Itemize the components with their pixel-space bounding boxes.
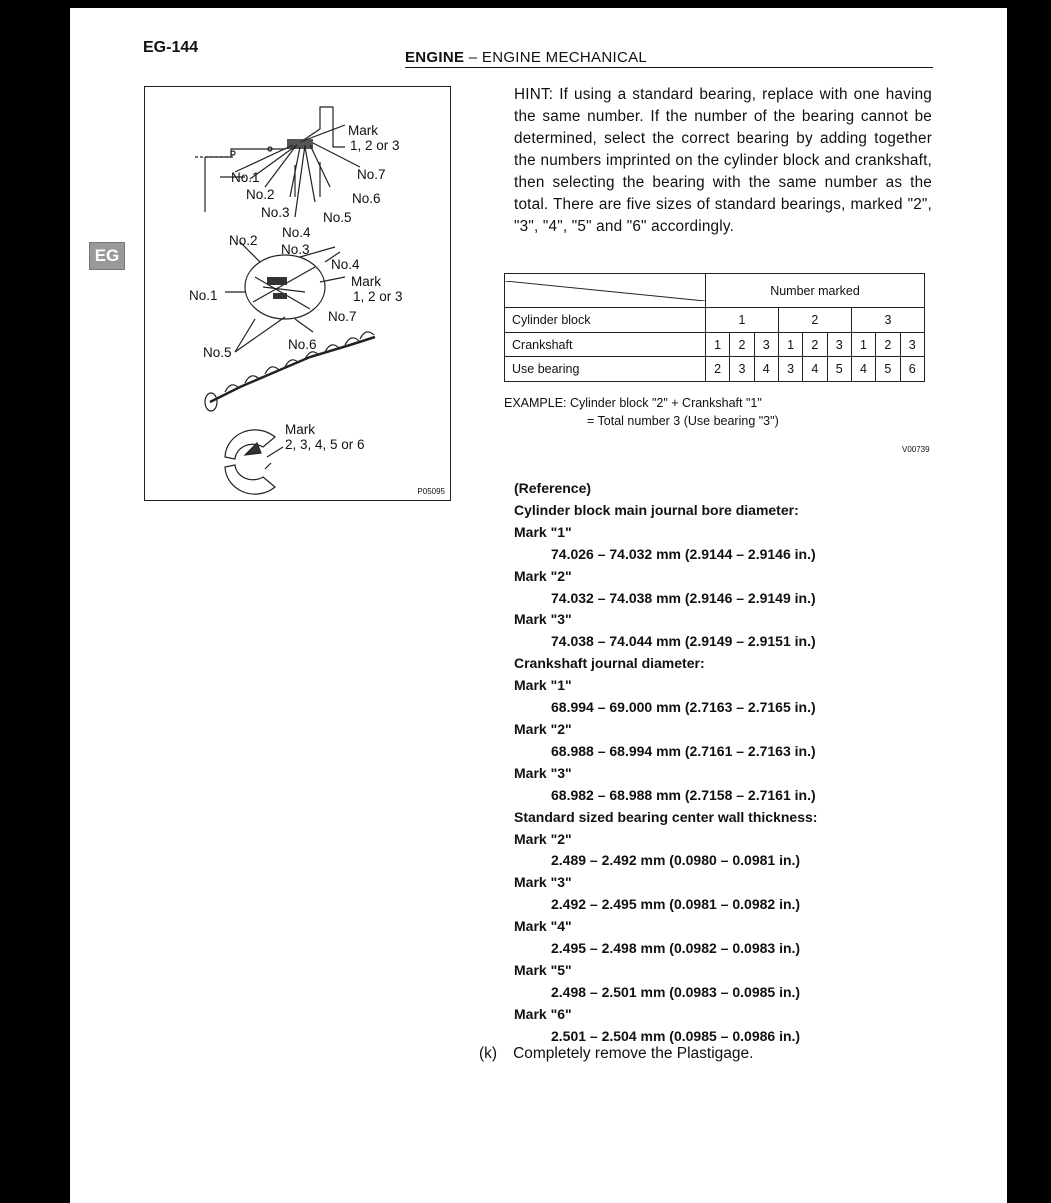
- bearing-cell: 4: [803, 357, 827, 382]
- spec-mark: Mark "6": [514, 1005, 572, 1022]
- crank-cell: 3: [827, 332, 851, 357]
- example-block: [504, 394, 779, 430]
- table-corner-cell: [505, 274, 706, 308]
- crank-cell: 3: [900, 332, 925, 357]
- bearing-cell: 5: [876, 357, 900, 382]
- hint-paragraph: HINT: If using a standard bearing, replace with one having the same number. If the number of the bearing cannot be determined, select the correct bearing by adding together the numbers imprinted on the cylinder block and crankshaft, then selecting the bearing with the same number as the total. There are five sizes of standard bearings, marked "2", "3", "4", "5" and "6" accordingly.: [514, 86, 932, 235]
- spec-value: 74.032 – 74.038 mm (2.9146 – 2.9149 in.): [551, 589, 816, 606]
- spec-value: 68.988 – 68.994 mm (2.7161 – 2.7163 in.): [551, 742, 816, 759]
- row-label-crankshaft: Crankshaft: [505, 332, 706, 357]
- spec-mark: Mark "4": [514, 918, 572, 935]
- crank-cell: 3: [754, 332, 778, 357]
- table-row-cylinder: [505, 308, 925, 333]
- section-heading: Standard sized bearing center wall thickness:: [514, 808, 818, 825]
- bearing-cell: 2: [706, 357, 730, 382]
- crank-cell: 2: [876, 332, 900, 357]
- label-no5-low: No.5: [203, 345, 232, 360]
- reference-title: (Reference): [514, 480, 592, 496]
- spec-value: 2.492 – 2.495 mm (0.0981 – 0.0982 in.): [551, 896, 801, 913]
- spec-mark: Mark "2": [514, 720, 572, 737]
- bearing-cell: 6: [900, 357, 925, 382]
- label-no2-top: No.2: [246, 187, 275, 202]
- label-mark-bottom: [285, 422, 365, 452]
- step-k-label: (k): [479, 1045, 498, 1062]
- label-no3-mid: No.3: [281, 242, 310, 257]
- label-mark-bottom-line2: 2, 3, 4, 5 or 6: [285, 437, 365, 452]
- spec-value: 2.489 – 2.492 mm (0.0980 – 0.0981 in.): [551, 852, 801, 869]
- bearing-cell: 4: [754, 357, 778, 382]
- crank-cell: 2: [803, 332, 827, 357]
- label-no6-low: No.6: [288, 337, 317, 352]
- spec-value: 2.501 – 2.504 mm (0.0985 – 0.0986 in.): [551, 1027, 801, 1044]
- spec-mark: Mark "5": [514, 961, 572, 978]
- label-no4-right: No.4: [331, 257, 360, 272]
- spec-value: 74.026 – 74.032 mm (2.9144 – 2.9146 in.): [551, 545, 816, 562]
- label-no3-top: No.3: [261, 205, 290, 220]
- label-mark-top: [348, 123, 400, 153]
- row-label-cylinder: Cylinder block: [505, 308, 706, 333]
- spec-value: 68.994 – 69.000 mm (2.7163 – 2.7165 in.): [551, 699, 816, 716]
- section-heading: Cylinder block main journal bore diameter:: [514, 501, 799, 518]
- header-engine: ENGINE: [405, 49, 465, 66]
- example-code: V00739: [902, 445, 930, 454]
- label-no7-mid: No.7: [328, 309, 357, 324]
- label-mark-mid: [351, 274, 403, 304]
- cylinder-value-3: 3: [851, 308, 924, 333]
- page-number: EG-144: [143, 39, 199, 56]
- table-header-number-marked: Number marked: [706, 274, 925, 308]
- spec-mark: Mark "2": [514, 830, 572, 847]
- label-mark-mid-line2: 1, 2 or 3: [353, 289, 403, 304]
- row-label-bearing: Use bearing: [505, 357, 706, 382]
- header-section: – ENGINE MECHANICAL: [468, 49, 648, 66]
- label-no4-mid: No.4: [282, 225, 311, 240]
- step-k: [479, 1045, 753, 1063]
- spec-mark: Mark "2": [514, 567, 572, 584]
- spec-mark: Mark "3": [514, 874, 572, 891]
- label-no1-top: No.1: [231, 170, 260, 185]
- table-row-crankshaft: [505, 332, 925, 357]
- spec-mark: Mark "3": [514, 611, 572, 628]
- label-no6-top: No.6: [352, 191, 381, 206]
- manual-page: [70, 8, 1007, 1203]
- spec-value: 2.495 – 2.498 mm (0.0982 – 0.0983 in.): [551, 940, 801, 957]
- section-heading: Crankshaft journal diameter:: [514, 655, 705, 672]
- spec-mark: Mark "1": [514, 677, 572, 694]
- label-mark-bottom-line1: Mark: [285, 422, 315, 437]
- table-corner-diagonal: [505, 281, 705, 301]
- step-k-text: Completely remove the Plastigage.: [513, 1045, 754, 1062]
- bearing-cell: 5: [827, 357, 851, 382]
- spec-value: 74.038 – 74.044 mm (2.9149 – 2.9151 in.): [551, 633, 816, 650]
- table-row-bearing: [505, 357, 925, 382]
- spec-value: 2.498 – 2.501 mm (0.0983 – 0.0985 in.): [551, 983, 801, 1000]
- label-mark-top-line1: Mark: [348, 123, 378, 138]
- page-header: [405, 49, 647, 66]
- spec-mark: Mark "3": [514, 764, 572, 781]
- spec-mark: Mark "1": [514, 523, 572, 540]
- figure-code: P05095: [417, 487, 445, 496]
- bearing-figure: [144, 86, 451, 501]
- bearing-selection-table: [504, 273, 925, 382]
- label-no5-top: No.5: [323, 210, 352, 225]
- label-no7-top: No.7: [357, 167, 386, 182]
- eg-side-tab: EG: [89, 242, 125, 270]
- label-mark-top-line2: 1, 2 or 3: [350, 138, 400, 153]
- table-header-row: [505, 274, 925, 308]
- bearing-cell: 3: [778, 357, 802, 382]
- bearing-cell: 3: [730, 357, 754, 382]
- bearing-cell: 4: [851, 357, 875, 382]
- label-no1-mid: No.1: [189, 288, 218, 303]
- crank-cell: 1: [778, 332, 802, 357]
- crank-cell: 1: [706, 332, 730, 357]
- crank-cell: 1: [851, 332, 875, 357]
- header-rule: [405, 67, 933, 68]
- cylinder-value-2: 2: [778, 308, 851, 333]
- label-mark-mid-line1: Mark: [351, 274, 381, 289]
- label-no2-mid: No.2: [229, 233, 258, 248]
- example-line2: = Total number 3 (Use bearing "3"): [587, 414, 779, 428]
- example-line1: EXAMPLE: Cylinder block "2" + Crankshaft "1": [504, 396, 762, 410]
- crank-cell: 2: [730, 332, 754, 357]
- cylinder-value-1: 1: [706, 308, 779, 333]
- spec-value: 68.982 – 68.988 mm (2.7158 – 2.7161 in.): [551, 786, 816, 803]
- reference-specs: [514, 478, 954, 1048]
